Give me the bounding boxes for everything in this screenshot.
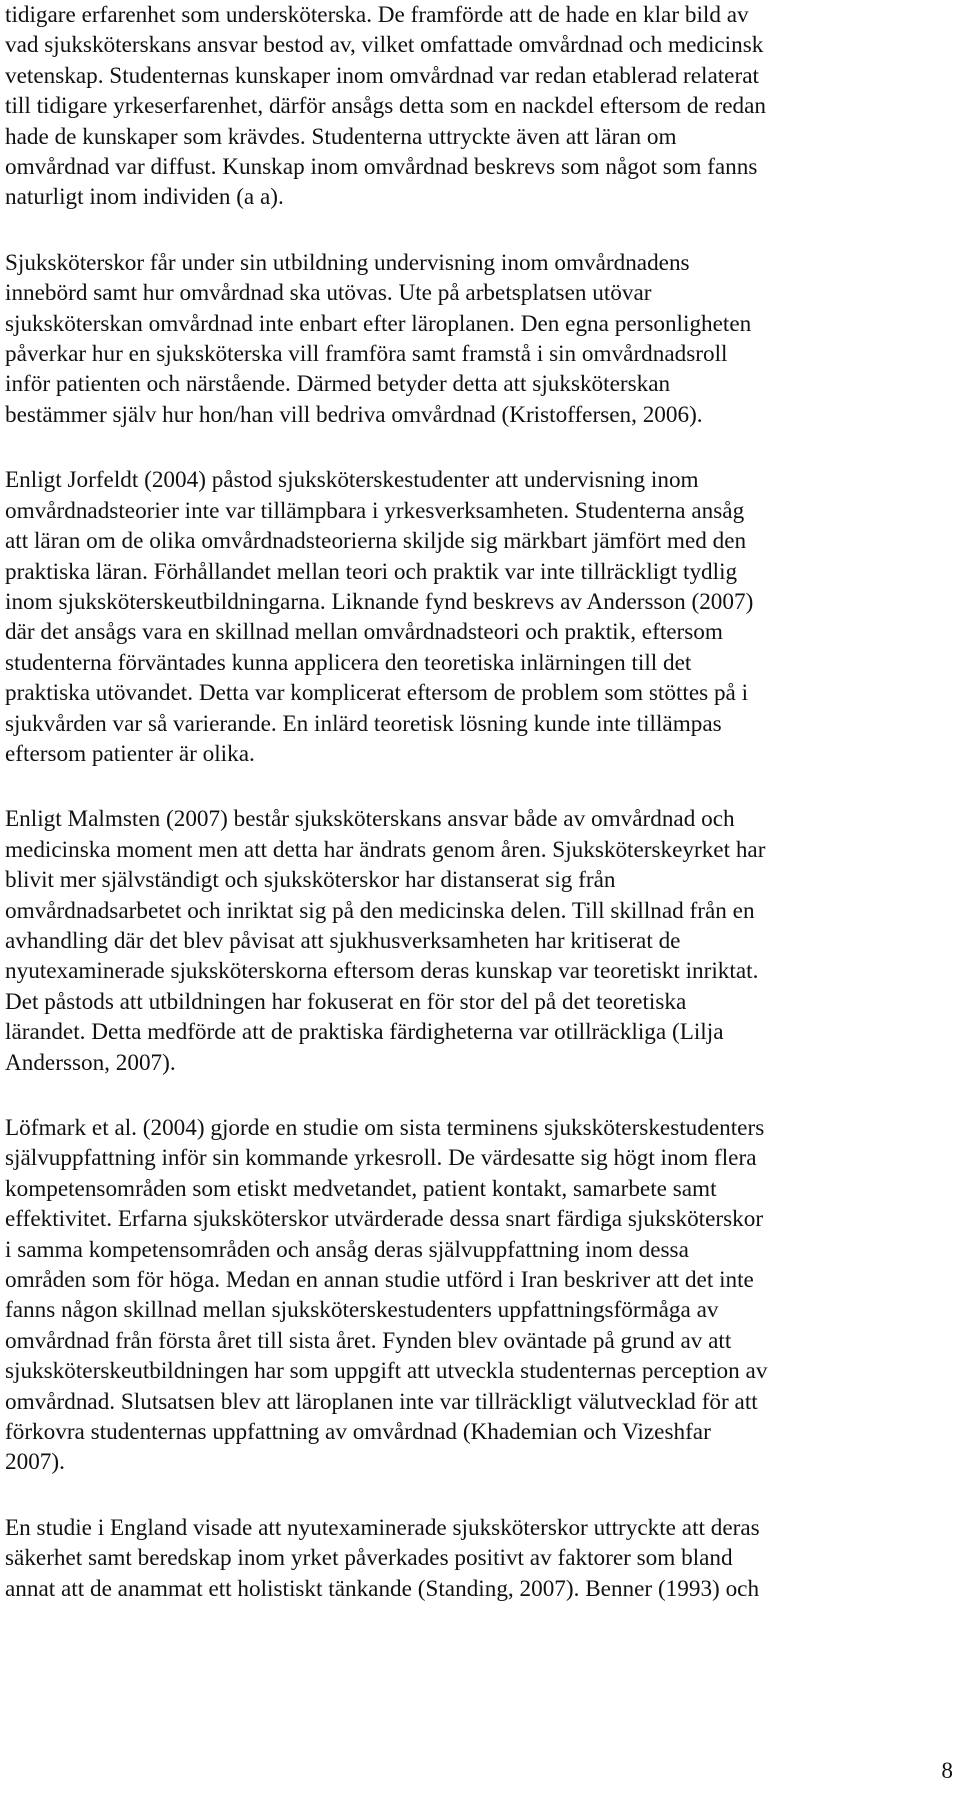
text-line: naturligt inom individen (a a).: [5, 184, 284, 211]
text-line: praktiska läran. Förhållandet mellan teori och praktik var inte tillräckligt tydlig: [5, 558, 738, 585]
text-line: förkovra studenternas uppfattning av omvårdnad (Khademian och Vizeshfar: [5, 1419, 711, 1446]
text-line: till tidigare yrkeserfarenhet, därför ansågs detta som en nackdel eftersom de redan: [5, 93, 766, 120]
text-line: medicinska moment men att detta har ändrats genom åren. Sjuksköterskeyrket har: [5, 836, 766, 863]
text-line: inför patienten och närstående. Därmed betyder detta att sjuksköterskan: [5, 371, 671, 398]
text-line: Enligt Malmsten (2007) består sjuksköterskans ansvar både av omvårdnad och: [5, 806, 735, 833]
text-line: Sjuksköterskor får under sin utbildning undervisning inom omvårdnadens: [5, 249, 690, 276]
paragraph-gap: [5, 430, 955, 465]
text-line: omvårdnadsarbetet och inriktat sig på den medicinska delen. Till skillnad från en: [5, 897, 755, 924]
text-line: effektivitet. Erfarna sjuksköterskor utvärderade dessa snart färdiga sjuksköterskor: [5, 1206, 764, 1233]
text-line: innebörd samt hur omvårdnad ska utövas. Ute på arbetsplatsen utövar: [5, 280, 652, 307]
text-line: 2007).: [5, 1449, 65, 1476]
paragraph-gap: [5, 213, 955, 248]
text-line: Det påstods att utbildningen har fokuserat en för stor del på det teoretiska: [5, 988, 687, 1015]
text-line: praktiska utövandet. Detta var komplicerat eftersom de problem som stöttes på i: [5, 680, 749, 707]
text-line: vetenskap. Studenternas kunskaper inom omvårdnad var redan etablerad relaterat: [5, 62, 759, 89]
text-line: sjuksköterskeutbildningen har som uppgift att utveckla studenternas perception av: [5, 1358, 768, 1385]
text-line: bestämmer själv hur hon/han vill bedriva omvårdnad (Kristoffersen, 2006).: [5, 401, 703, 428]
paragraph: [5, 804, 955, 1078]
text-line: självuppfattning inför sin kommande yrkesroll. De värdesatte sig högt inom flera: [5, 1145, 757, 1172]
text-line: eftersom patienter är olika.: [5, 740, 255, 767]
paragraph: [5, 465, 955, 769]
text-line: tidigare erfarenhet som undersköterska. De framförde att de hade en klar bild av: [5, 2, 749, 28]
page-number: 8: [941, 1758, 953, 1784]
text-line: sjukvården var så varierande. En inlärd teoretisk lösning kunde inte tillämpas: [5, 710, 722, 737]
paragraph-gap: [5, 1078, 955, 1113]
text-line: fanns någon skillnad mellan sjuksköterskestudenters uppfattningsförmåga av: [5, 1297, 719, 1324]
paragraph-gap: [5, 769, 955, 804]
text-line: områden som för höga. Medan en annan studie utförd i Iran beskriver att det inte: [5, 1267, 754, 1294]
paragraph-gap: [5, 1478, 955, 1513]
text-line: annat att de anammat ett holistiskt tänkande (Standing, 2007). Benner (1993) och: [5, 1575, 760, 1602]
paragraph: [5, 1113, 955, 1478]
text-line: vad sjuksköterskans ansvar bestod av, vilket omfattade omvårdnad och medicinsk: [5, 32, 764, 59]
text-line: nyutexaminerade sjuksköterskorna eftersom deras kunskap var teoretiskt inriktat.: [5, 958, 759, 985]
text-line: omvårdnad från första året till sista året. Fynden blev oväntade på grund av att: [5, 1327, 732, 1354]
text-line: Andersson, 2007).: [5, 1049, 176, 1076]
paragraph: [5, 0, 955, 213]
text-line: sjuksköterskan omvårdnad inte enbart efter läroplanen. Den egna personligheten: [5, 310, 752, 337]
text-line: avhandling där det blev påvisat att sjukhusverksamheten har kritiserat de: [5, 927, 681, 954]
text-line: att läran om de olika omvårdnadsteorierna skiljde sig märkbart jämfört med den: [5, 528, 747, 555]
text-line: Löfmark et al. (2004) gjorde en studie om sista terminens sjuksköterskestudenters: [5, 1115, 765, 1141]
text-line: omvårdnadsteorier inte var tillämpbara i yrkesverksamheten. Studenterna ansåg: [5, 497, 745, 524]
text-line: kompetensområden som etiskt medvetandet, patient kontakt, samarbete samt: [5, 1175, 717, 1202]
document-page: [5, 0, 955, 1604]
text-line: blivit mer självständigt och sjuksköterskor har distanserat sig från: [5, 867, 616, 894]
text-line: i samma kompetensområden och ansåg deras självuppfattning inom dessa: [5, 1236, 689, 1263]
text-line: lärandet. Detta medförde att de praktiska färdigheterna var otillräckliga (Lilja: [5, 1019, 724, 1046]
text-line: studenterna förväntades kunna applicera den teoretiska inlärningen till det: [5, 649, 692, 676]
text-line: hade de kunskaper som krävdes. Studenterna uttryckte även att läran om: [5, 123, 677, 150]
text-line: Enligt Jorfeldt (2004) påstod sjuksköterskestudenter att undervisning inom: [5, 467, 699, 494]
text-line: inom sjuksköterskeutbildningarna. Liknande fynd beskrevs av Andersson (2007): [5, 588, 754, 615]
text-line: omvårdnad var diffust. Kunskap inom omvårdnad beskrevs som något som fanns: [5, 154, 758, 181]
text-line: påverkar hur en sjuksköterska vill framföra samt framstå i sin omvårdnadsroll: [5, 341, 728, 368]
text-line: där det ansågs vara en skillnad mellan omvårdnadsteori och praktik, eftersom: [5, 619, 723, 646]
text-line: En studie i England visade att nyutexaminerade sjuksköterskor uttryckte att deras: [5, 1514, 760, 1541]
text-line: säkerhet samt beredskap inom yrket påverkades positivt av faktorer som bland: [5, 1545, 733, 1572]
paragraph: [5, 1513, 955, 1604]
paragraph: [5, 248, 955, 430]
text-line: omvårdnad. Slutsatsen blev att läroplanen inte var tillräckligt välutvecklad för att: [5, 1388, 758, 1415]
